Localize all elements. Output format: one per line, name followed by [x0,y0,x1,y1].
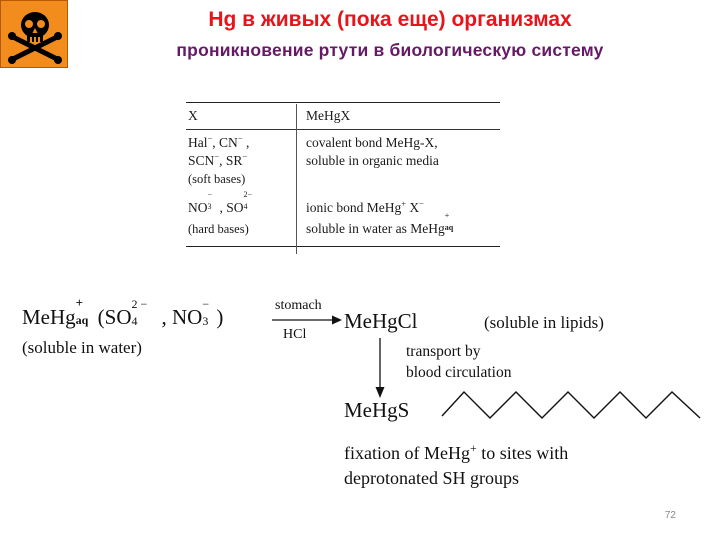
ionic-bond-text: ionic bond MeHg+ X− [306,198,424,215]
mehg-aq-formula: MeHg + aq (SO 2 − 4 , NO − 3 ) [22,295,224,329]
skull-crossbones-icon [5,5,65,65]
table-row [186,190,500,246]
column-header-mehgx: MeHgX [306,108,351,123]
organic-solubility-text: soluble in organic media [306,153,439,168]
soluble-in-lipids-label: (soluble in lipids) [484,313,604,332]
soft-ligands-line2: SCN−, SR− [188,151,248,168]
soft-ligands-line1: Hal−, CN− , [188,133,250,150]
reaction-arrow-icon [270,314,344,326]
soft-bases-note: (soft bases) [188,172,246,186]
water-solubility-text: soluble in water as MeHg + aq [306,211,454,236]
hard-bases-note: (hard bases) [188,222,249,236]
table-row [186,130,500,194]
hazard-symbol [0,0,68,68]
transport-arrow-icon [373,336,387,400]
transport-text-line2: blood circulation [406,364,512,381]
table-header-row [186,103,500,129]
fixation-text-line2: deprotonated SH groups [344,468,519,488]
soluble-in-water-label: (soluble in water) [22,338,142,357]
transport-text-line1: transport by [406,343,481,360]
fixation-text-line1: fixation of MeHg+ to sites with [344,441,569,463]
column-header-x: X [188,108,198,123]
table-bottom-rule [186,246,500,247]
lipid-chain-icon [438,386,704,426]
arrow-label-stomach: stomach [275,298,322,313]
page-number: 72 [664,510,676,521]
mehgs-formula: MeHgS [344,398,410,422]
slide-title: Hg в живых (пока еще) организмах [208,8,572,31]
ligand-table [186,102,500,247]
table-column-divider [296,104,298,254]
slide-subtitle: проникновение ртути в биологическую систему [176,40,604,60]
hard-ligands-line: NO − 3 , SO 2− 4 [188,190,253,215]
mehgcl-formula: MeHgCl [344,309,418,333]
arrow-label-hcl: HCl [283,327,307,342]
covalent-bond-text: covalent bond MeHg-X, [306,135,438,150]
